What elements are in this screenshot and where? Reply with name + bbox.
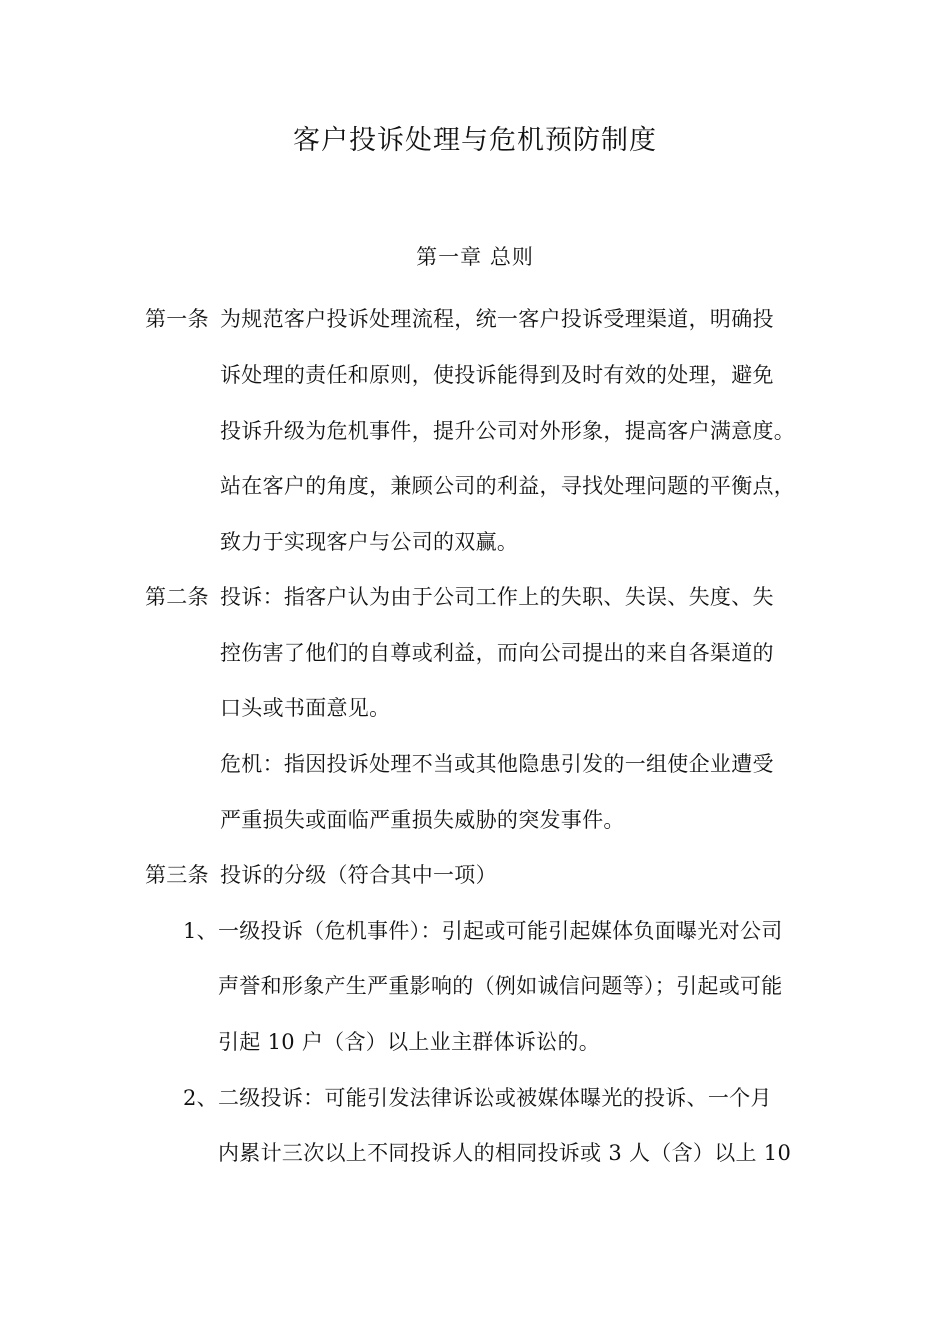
list-item-2-line: 2、二级投诉：可能引发法律诉讼或被媒体曝光的投诉、一个月 — [183, 1086, 772, 1110]
document-title: 客户投诉处理与危机预防制度 — [293, 125, 657, 156]
article-1-line: 致力于实现客户与公司的双赢。 — [220, 530, 519, 554]
article-3-label: 第三条 — [145, 863, 209, 887]
article-3-line: 投诉的分级（符合其中一项） — [220, 863, 497, 887]
list-item-1-line: 引起 10 户（含）以上业主群体诉讼的。 — [218, 1030, 601, 1054]
article-2-label: 第二条 — [145, 585, 209, 609]
article-2-line: 口头或书面意见。 — [220, 696, 391, 720]
list-item-1-line: 1、一级投诉（危机事件）：引起或可能引起媒体负面曝光对公司 — [183, 919, 783, 943]
list-item-1-line: 声誉和形象产生严重影响的（例如诚信问题等）；引起或可能 — [218, 974, 783, 998]
article-2-line: 严重损失或面临严重损失威胁的突发事件。 — [220, 808, 625, 832]
article-1-line: 为规范客户投诉处理流程，统一客户投诉受理渠道，明确投 — [220, 307, 774, 331]
article-2-line: 控伤害了他们的自尊或利益，而向公司提出的来自各渠道的 — [220, 641, 774, 665]
article-1-line: 投诉升级为危机事件，提升公司对外形象，提高客户满意度。 — [220, 419, 796, 443]
article-2-line: 危机：指因投诉处理不当或其他隐患引发的一组使企业遭受 — [220, 752, 774, 776]
chapter-heading: 第一章 总则 — [416, 245, 534, 269]
article-2-line: 投诉：指客户认为由于公司工作上的失职、失误、失度、失 — [220, 585, 774, 609]
article-1-line: 站在客户的角度，兼顾公司的利益，寻找处理问题的平衡点， — [220, 474, 796, 498]
list-item-2-line: 内累计三次以上不同投诉人的相同投诉或 3 人（含）以上 10 — [218, 1141, 792, 1165]
article-1-line: 诉处理的责任和原则，使投诉能得到及时有效的处理，避免 — [220, 363, 774, 387]
article-1-label: 第一条 — [145, 307, 209, 331]
